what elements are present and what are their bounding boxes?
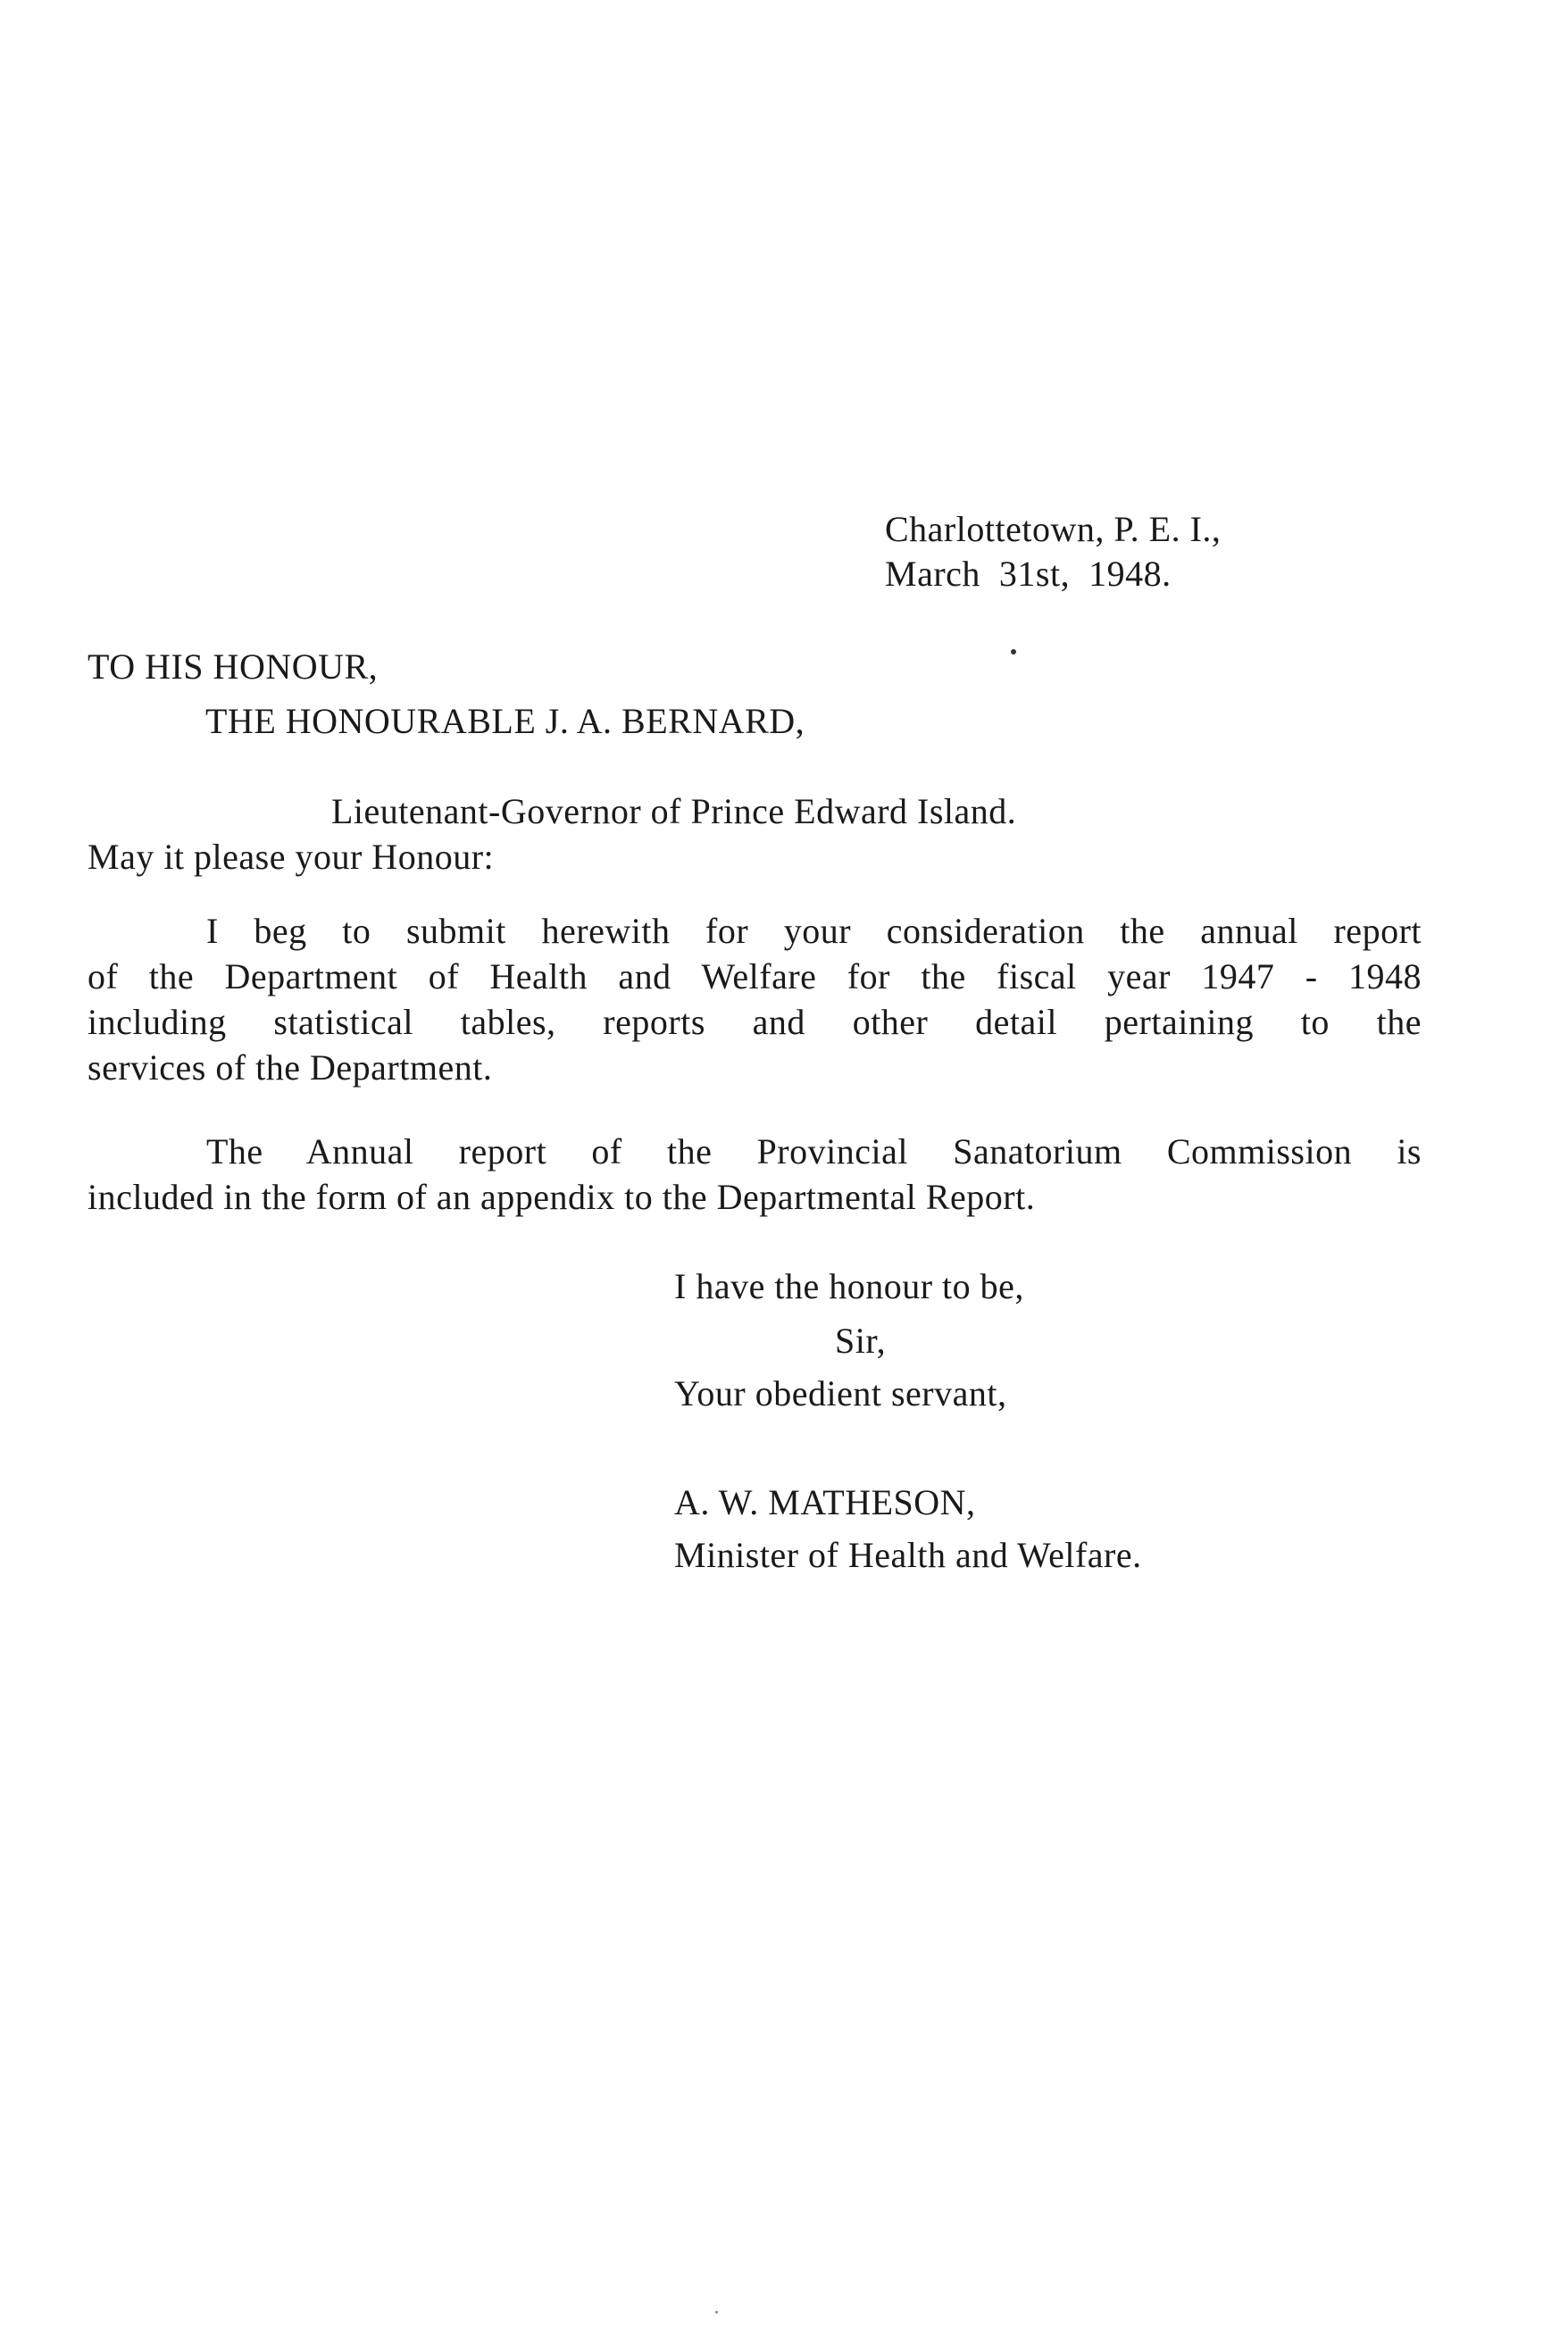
signature-title: Minister of Health and Welfare. (674, 1535, 1142, 1575)
paragraph-1-line-2: of the Department of Health and Welfare for the fiscal year 1947 - 1948 (88, 956, 1422, 996)
scan-speck (715, 2311, 718, 2313)
scan-speck (1011, 649, 1016, 654)
paragraph-2-line-1: The Annual report of the Provincial Sanatorium Commission is (206, 1131, 1422, 1171)
addressee-line-1: TO HIS HONOUR, (88, 646, 379, 687)
dateline-date: March 31st, 1948. (885, 554, 1172, 594)
closing-line-2: Sir, (835, 1321, 887, 1361)
closing-line-3: Your obedient servant, (674, 1373, 1007, 1413)
body-paragraph-1 (88, 908, 1422, 1090)
paragraph-1-line-3: including statistical tables, reports and other detail pertaining to the (88, 1002, 1422, 1042)
closing-line-1: I have the honour to be, (674, 1266, 1024, 1306)
paragraph-1-line-4: services of the Department. (88, 1047, 493, 1088)
dateline-place: Charlottetown, P. E. I., (885, 509, 1222, 549)
paragraph-2-line-2: included in the form of an appendix to the Departmental Report. (88, 1177, 1036, 1217)
addressee-line-3: Lieutenant-Governor of Prince Edward Island. (331, 791, 1017, 831)
paragraph-1-line-1: I beg to submit herewith for your consideration the annual report (206, 911, 1422, 951)
signature-name: A. W. MATHESON, (674, 1482, 976, 1522)
addressee-line-2: THE HONOURABLE J. A. BERNARD, (205, 701, 805, 741)
body-paragraph-2 (88, 1129, 1422, 1220)
salutation: May it please your Honour: (88, 837, 495, 877)
